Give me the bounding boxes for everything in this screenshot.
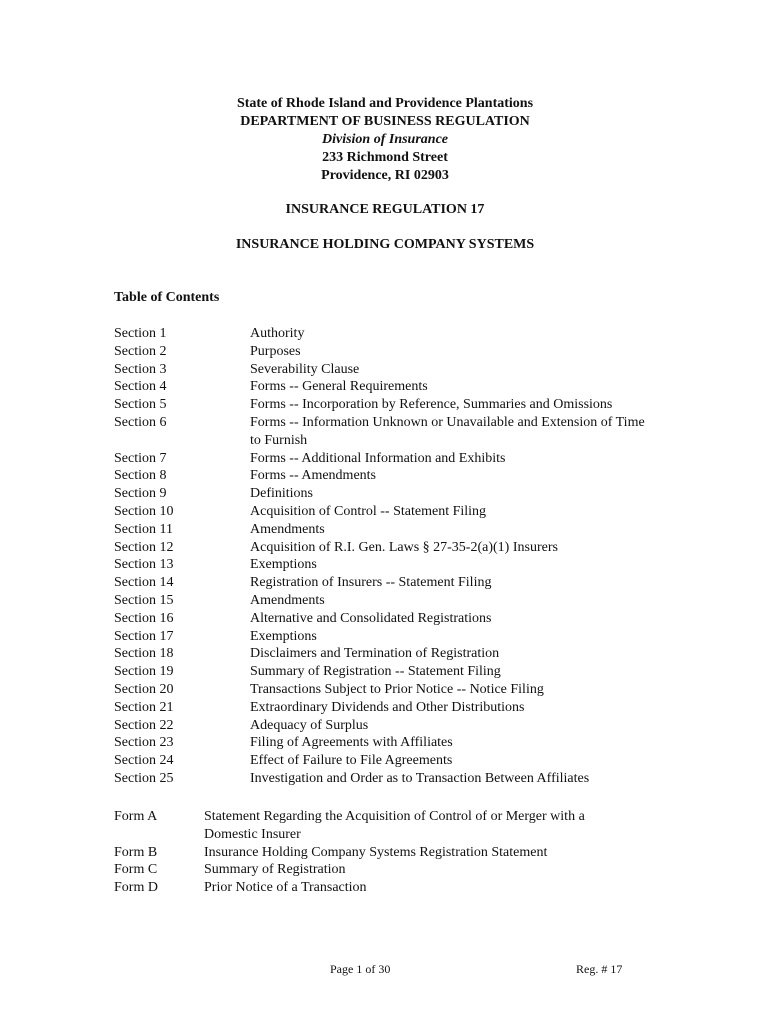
toc-section-row-title: Filing of Agreements with Affiliates: [250, 735, 453, 751]
toc-section-row-number: Section 3: [114, 361, 167, 377]
division-name: Division of Insurance: [321, 132, 449, 147]
toc-section-row-number: Section 15: [114, 592, 174, 608]
toc-section-row-number: Section 9: [114, 486, 167, 502]
toc-form-row-number: Form A: [114, 809, 158, 824]
toc-section-row: [114, 539, 674, 557]
toc-form-row: [114, 808, 674, 844]
toc-section-row: [114, 610, 674, 628]
toc-section-row-title: Alternative and Consolidated Registrations: [250, 610, 492, 626]
toc-section-row-title: Transactions Subject to Prior Notice -- Notice Filing: [250, 681, 544, 697]
toc-section-row-number: Section 8: [114, 468, 167, 484]
toc-section-row-title: Forms -- General Requirements: [250, 379, 428, 395]
toc-section-row-title: Acquisition of Control -- Statement Filing: [250, 503, 487, 519]
toc-section-row-number: Section 20: [114, 681, 174, 697]
toc-form-row-number: Form B: [114, 844, 158, 860]
toc-section-row: [114, 681, 674, 699]
toc-section-row-number: Section 14: [114, 575, 174, 591]
toc-section-list: [114, 325, 674, 788]
toc-form-row-title: Prior Notice of a Transaction: [204, 880, 367, 896]
toc-form-row: [114, 861, 674, 879]
toc-section-row-title: Forms -- Incorporation by Reference, Summaries and Omissions: [250, 397, 613, 413]
toc-section-row-number: Section 13: [114, 557, 174, 573]
agency-header: [0, 95, 770, 185]
toc-form-row: [114, 879, 674, 897]
regulation-title: INSURANCE REGULATION 17: [285, 202, 485, 217]
toc-section-row-title: Forms -- Amendments: [250, 468, 376, 484]
toc-section-row-title: Acquisition of R.I. Gen. Laws § 27-35-2(a)(1) Insurers: [250, 539, 558, 555]
toc-section-row-title: Disclaimers and Termination of Registration: [250, 646, 500, 662]
toc-section-row-number: Section 24: [114, 753, 174, 769]
street-address: 233 Richmond Street: [322, 150, 448, 165]
toc-form-row-title: Insurance Holding Company Systems Registration Statement: [204, 844, 548, 860]
page-number: Page 1 of 30: [330, 962, 391, 976]
toc-section-row: [114, 521, 674, 539]
toc-section-row-number: Section 11: [114, 521, 173, 537]
toc-section-row-number: Section 10: [114, 503, 174, 519]
toc-section-row: [114, 556, 674, 574]
toc-section-row: [114, 770, 674, 788]
toc-section-row: [114, 592, 674, 610]
toc-section-row: [114, 485, 674, 503]
toc-section-row: [114, 717, 674, 735]
toc-section-row-number: Section 7: [114, 450, 167, 466]
toc-section-row: [114, 325, 674, 343]
toc-section-row-number: Section 16: [114, 610, 174, 626]
toc-section-row-title: Amendments: [250, 521, 325, 537]
toc-section-row-number: Section 23: [114, 735, 174, 751]
toc-form-row-title: Statement Regarding the Acquisition of Control of or Merger with a Domestic Insurer: [204, 809, 585, 842]
toc-section-row-number: Section 12: [114, 539, 174, 555]
toc-form-row-number: Form D: [114, 880, 158, 896]
toc-section-row: [114, 574, 674, 592]
toc-section-row-title: Forms -- Information Unknown or Unavailable and Extension of Time to Furnish: [250, 414, 645, 448]
toc-section-row: [114, 467, 674, 485]
toc-section-row-title: Adequacy of Surplus: [250, 717, 369, 733]
toc-heading: Table of Contents: [114, 290, 220, 305]
toc-section-row: [114, 503, 674, 521]
toc-section-row-number: Section 25: [114, 770, 174, 786]
regulation-subject: INSURANCE HOLDING COMPANY SYSTEMS: [235, 237, 535, 252]
toc-section-row-number: Section 6: [114, 414, 167, 430]
toc-section-row: [114, 378, 674, 396]
toc-section-row: [114, 450, 674, 468]
toc-section-row-number: Section 19: [114, 664, 174, 680]
toc-section-row: [114, 699, 674, 717]
toc-form-row: [114, 844, 674, 862]
toc-section-row-number: Section 18: [114, 646, 174, 662]
toc-section-row-number: Section 1: [114, 326, 167, 341]
state-name: State of Rhode Island and Providence Plantations: [236, 96, 534, 111]
department-name: DEPARTMENT OF BUSINESS REGULATION: [240, 114, 530, 129]
toc-section-row-number: Section 2: [114, 343, 167, 359]
toc-section-row-number: Section 17: [114, 628, 174, 644]
toc-section-row-title: Definitions: [250, 486, 313, 502]
toc-section-row: [114, 628, 674, 646]
toc-section-row-number: Section 22: [114, 717, 174, 733]
toc-section-row-title: Purposes: [250, 343, 301, 359]
toc-section-row-number: Section 5: [114, 397, 167, 413]
toc-section-row-title: Amendments: [250, 592, 325, 608]
toc-section-row-number: Section 4: [114, 379, 167, 395]
toc-section-row: [114, 645, 674, 663]
toc-section-row: [114, 752, 674, 770]
toc-section-row-title: Forms -- Additional Information and Exhibits: [250, 450, 506, 466]
toc-form-row-title: Summary of Registration: [204, 862, 346, 878]
toc-section-row: [114, 663, 674, 681]
toc-section-row-title: Exemptions: [250, 628, 317, 644]
toc-section-row-title: Exemptions: [250, 557, 317, 573]
toc-section-row-number: Section 21: [114, 699, 174, 715]
toc-section-row-title: Authority: [250, 326, 305, 341]
toc-form-list: [114, 808, 674, 897]
regulation-number: Reg. # 17: [576, 962, 623, 976]
toc-section-row-title: Effect of Failure to File Agreements: [250, 753, 453, 769]
toc-section-row: [114, 734, 674, 752]
toc-section-row-title: Registration of Insurers -- Statement Filing: [250, 575, 492, 591]
toc-section-row-title: Summary of Registration -- Statement Filing: [250, 664, 501, 680]
toc-section-row: [114, 361, 674, 379]
toc-section-row-title: Investigation and Order as to Transaction Between Affiliates: [250, 770, 590, 786]
city-state-zip: Providence, RI 02903: [321, 168, 449, 183]
toc-section-row: [114, 343, 674, 361]
toc-form-row-number: Form C: [114, 862, 158, 878]
toc-section-row-title: Severability Clause: [250, 361, 360, 377]
toc-section-row: [114, 396, 674, 414]
toc-section-row: [114, 414, 674, 450]
toc-section-row-title: Extraordinary Dividends and Other Distributions: [250, 699, 525, 715]
